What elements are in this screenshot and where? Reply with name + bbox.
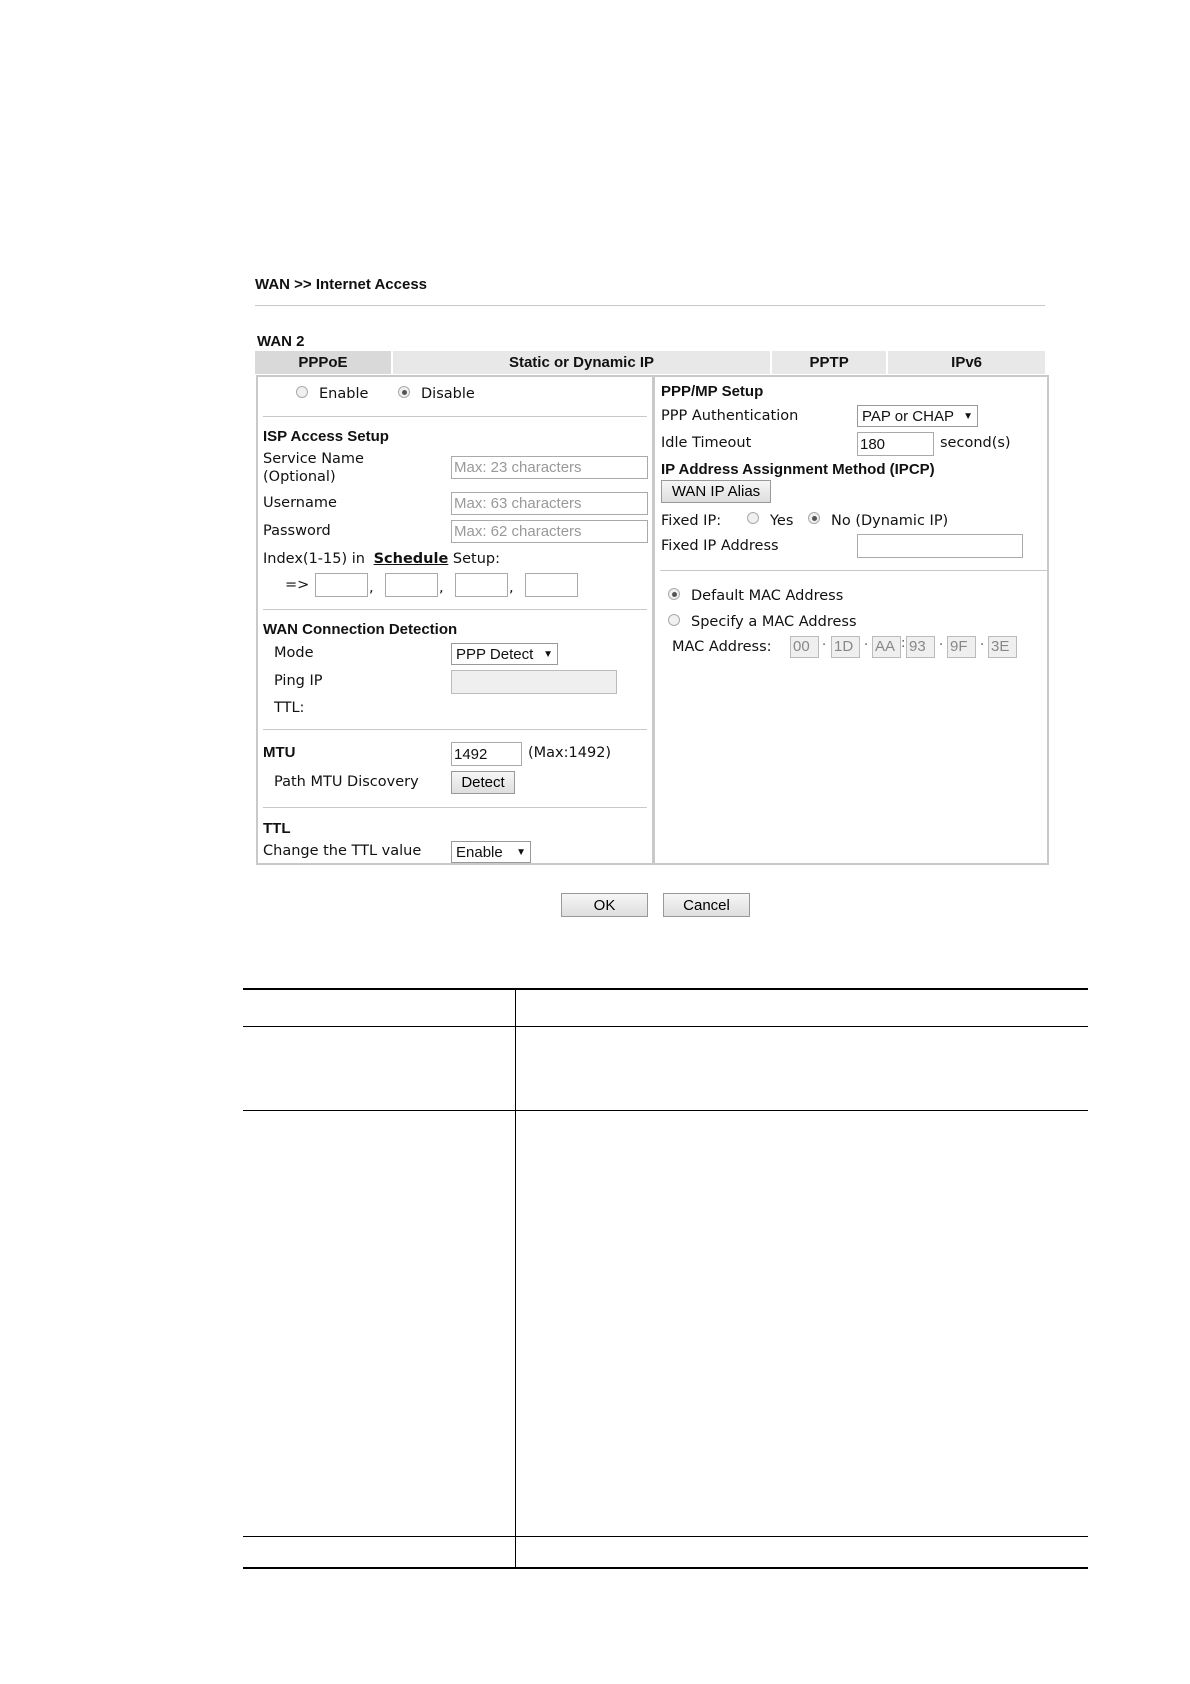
tab-bar	[255, 351, 1045, 374]
divider	[660, 570, 1047, 571]
divider	[263, 807, 647, 808]
idle-timeout-label: Idle Timeout	[661, 435, 752, 451]
divider	[263, 609, 647, 610]
fixed-ip-address-input[interactable]	[857, 534, 1023, 558]
ttl-change-label: Change the TTL value	[263, 843, 422, 859]
mtu-max-note: (Max:1492)	[528, 745, 612, 761]
table-row-rule	[243, 1026, 1088, 1027]
index-suffix: Setup:	[452, 551, 500, 567]
fixed-ip-address-label: Fixed IP Address	[661, 538, 779, 554]
table-row-rule	[243, 1536, 1088, 1537]
isp-heading: ISP Access Setup	[263, 428, 389, 445]
schedule-link[interactable]: Schedule	[373, 551, 449, 567]
default-mac-label: Default MAC Address	[691, 588, 844, 604]
mac-octet-3-input[interactable]: AA	[872, 636, 901, 658]
mac-separator: ·	[939, 638, 944, 653]
chevron-down-icon: ▼	[543, 648, 553, 660]
mode-select-value: PPP Detect	[456, 645, 534, 663]
username-label: Username	[263, 495, 337, 511]
schedule-index-1-input[interactable]	[315, 573, 368, 597]
index-arrow: =>	[285, 577, 310, 593]
ping-ip-input[interactable]	[451, 670, 617, 694]
fixed-ip-label: Fixed IP:	[661, 513, 722, 529]
idle-timeout-input[interactable]	[857, 432, 934, 456]
schedule-index-2-input[interactable]	[385, 573, 438, 597]
ping-ip-label: Ping IP	[274, 673, 323, 689]
section-title: WAN 2	[257, 333, 305, 350]
service-name-optional-label: (Optional)	[263, 469, 336, 485]
detect-button[interactable]: Detect	[451, 771, 515, 794]
mode-select[interactable]	[451, 643, 558, 665]
ttl-select-value: Enable	[456, 843, 503, 861]
mtu-heading: MTU	[263, 744, 296, 761]
fixed-ip-no-radio[interactable]	[808, 512, 820, 524]
fixed-ip-yes-label: Yes	[770, 513, 794, 529]
mac-octet-4-input[interactable]: 93	[906, 636, 935, 658]
tab-static-dynamic-ip[interactable]: Static or Dynamic IP	[393, 351, 772, 374]
tab-pppoe[interactable]: PPPoE	[255, 351, 393, 374]
breadcrumb: WAN >> Internet Access	[255, 276, 428, 293]
ttl-detect-label: TTL:	[274, 700, 305, 716]
mac-octet-5-input[interactable]: 9F	[947, 636, 976, 658]
table-bottom-rule	[243, 1567, 1088, 1569]
index-separator: ,	[369, 580, 374, 596]
index-prefix: Index(1-15) in	[263, 551, 365, 567]
mac-octet-1-input[interactable]: 00	[790, 636, 819, 658]
ppp-auth-value: PAP or CHAP	[862, 407, 954, 425]
disable-radio[interactable]	[398, 386, 410, 398]
idle-timeout-unit: second(s)	[940, 435, 1011, 451]
path-mtu-label: Path MTU Discovery	[274, 774, 419, 790]
username-input[interactable]	[451, 492, 648, 515]
index-label	[263, 551, 500, 567]
mac-separator: ·	[980, 638, 985, 653]
mac-separator: ·	[864, 638, 869, 653]
service-name-label: Service Name	[263, 451, 364, 467]
fixed-ip-yes-radio[interactable]	[747, 512, 759, 524]
password-label: Password	[263, 523, 331, 539]
ppp-auth-select[interactable]	[857, 405, 978, 427]
divider	[263, 729, 647, 730]
default-mac-radio[interactable]	[668, 588, 680, 600]
ttl-select[interactable]	[451, 841, 531, 863]
fixed-ip-no-label: No (Dynamic IP)	[831, 513, 949, 529]
password-input[interactable]	[451, 520, 648, 543]
chevron-down-icon: ▼	[516, 846, 526, 858]
ttl-heading: TTL	[263, 820, 291, 837]
schedule-index-3-input[interactable]	[455, 573, 508, 597]
specify-mac-label: Specify a MAC Address	[691, 614, 857, 630]
mac-octet-6-input[interactable]: 3E	[988, 636, 1017, 658]
schedule-index-4-input[interactable]	[525, 573, 578, 597]
breadcrumb-divider	[255, 305, 1045, 306]
index-separator: ,	[509, 580, 514, 596]
cancel-button[interactable]: Cancel	[663, 893, 750, 917]
mac-separator: :	[901, 636, 906, 651]
tab-pptp[interactable]: PPTP	[772, 351, 888, 374]
wan-ip-alias-button[interactable]: WAN IP Alias	[661, 480, 771, 503]
enable-label: Enable	[319, 386, 369, 402]
specify-mac-radio[interactable]	[668, 614, 680, 626]
table-top-rule	[243, 988, 1088, 990]
tab-ipv6[interactable]: IPv6	[888, 351, 1045, 374]
divider	[263, 416, 647, 417]
service-name-input[interactable]	[451, 456, 648, 479]
mac-octet-2-input[interactable]: 1D	[831, 636, 860, 658]
ipcp-heading: IP Address Assignment Method (IPCP)	[661, 461, 935, 478]
index-separator: ,	[439, 580, 444, 596]
ok-button[interactable]: OK	[561, 893, 648, 917]
chevron-down-icon: ▼	[963, 410, 973, 422]
table-row-rule	[243, 1110, 1088, 1111]
ppp-heading: PPP/MP Setup	[661, 383, 764, 400]
mode-label: Mode	[274, 645, 314, 661]
ppp-auth-label: PPP Authentication	[661, 408, 799, 424]
enable-radio[interactable]	[296, 386, 308, 398]
table-column-rule	[515, 988, 516, 1569]
disable-label: Disable	[421, 386, 475, 402]
mac-separator: ·	[822, 638, 827, 653]
mtu-input[interactable]	[451, 742, 522, 766]
detection-heading: WAN Connection Detection	[263, 621, 458, 638]
mac-address-label: MAC Address:	[672, 639, 772, 655]
